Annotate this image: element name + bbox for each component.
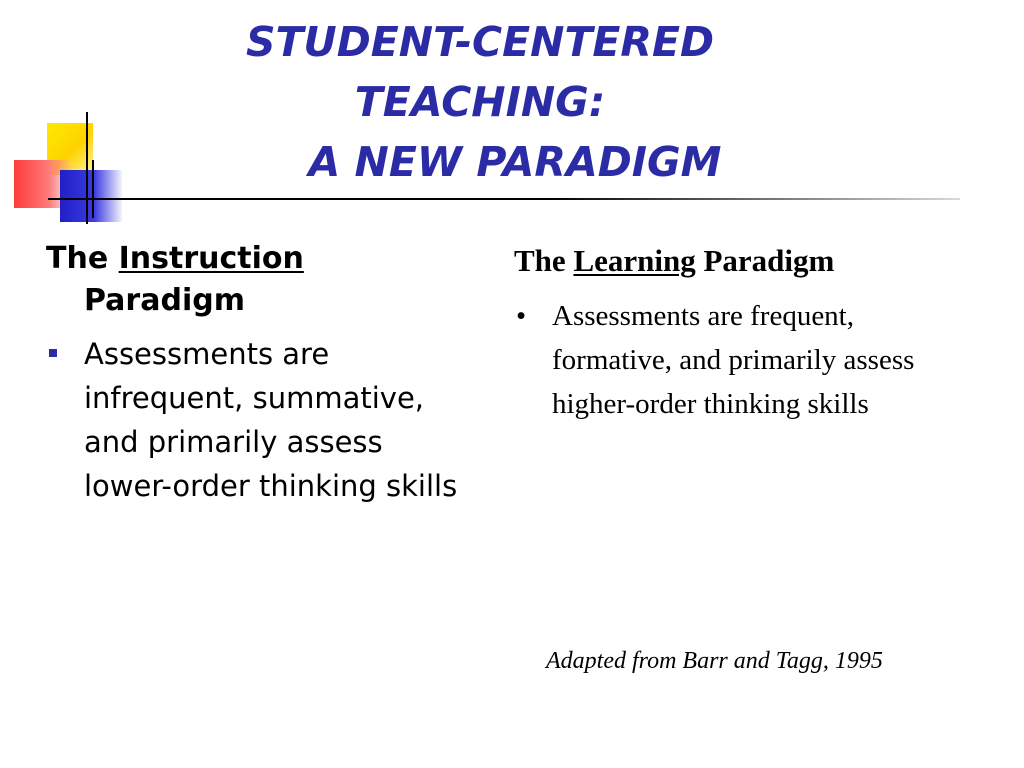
square-bullet-icon [49,349,57,357]
dot-bullet-icon: • [516,300,527,332]
instruction-paradigm-column [46,238,476,508]
instruction-paradigm-heading [46,238,476,322]
decorative-blue-square [60,170,122,222]
heading-prefix: The [514,243,566,278]
bullet-text: Assessments are frequent, formative, and primarily assess higher-order thinking skills [552,300,915,420]
title-line-1: STUDENT-CENTERED [245,18,715,66]
learning-bullet-list [514,294,954,426]
decorative-vertical-line [86,112,88,224]
slide-title [160,12,800,192]
title-line-2: TEACHING: [354,78,606,126]
title-divider-line [48,198,960,200]
instruction-bullet-list [46,332,476,508]
title-line-3: A NEW PARADIGM [308,138,722,186]
heading-emphasis: Instruction [118,241,304,276]
decorative-vertical-line-short [92,160,94,218]
bullet-text: Assessments are infrequent, summative, and primarily assess lower-order thinking skills [84,337,458,503]
heading-suffix: Paradigm [84,283,245,318]
heading-emphasis: Learning [573,243,696,278]
learning-paradigm-column [514,240,954,426]
learning-paradigm-heading [514,240,954,282]
heading-prefix: The [46,241,109,276]
source-citation: Adapted from Barr and Tagg, 1995 [546,648,883,674]
list-item [514,294,954,426]
heading-suffix: Paradigm [703,243,835,278]
list-item [46,332,476,508]
